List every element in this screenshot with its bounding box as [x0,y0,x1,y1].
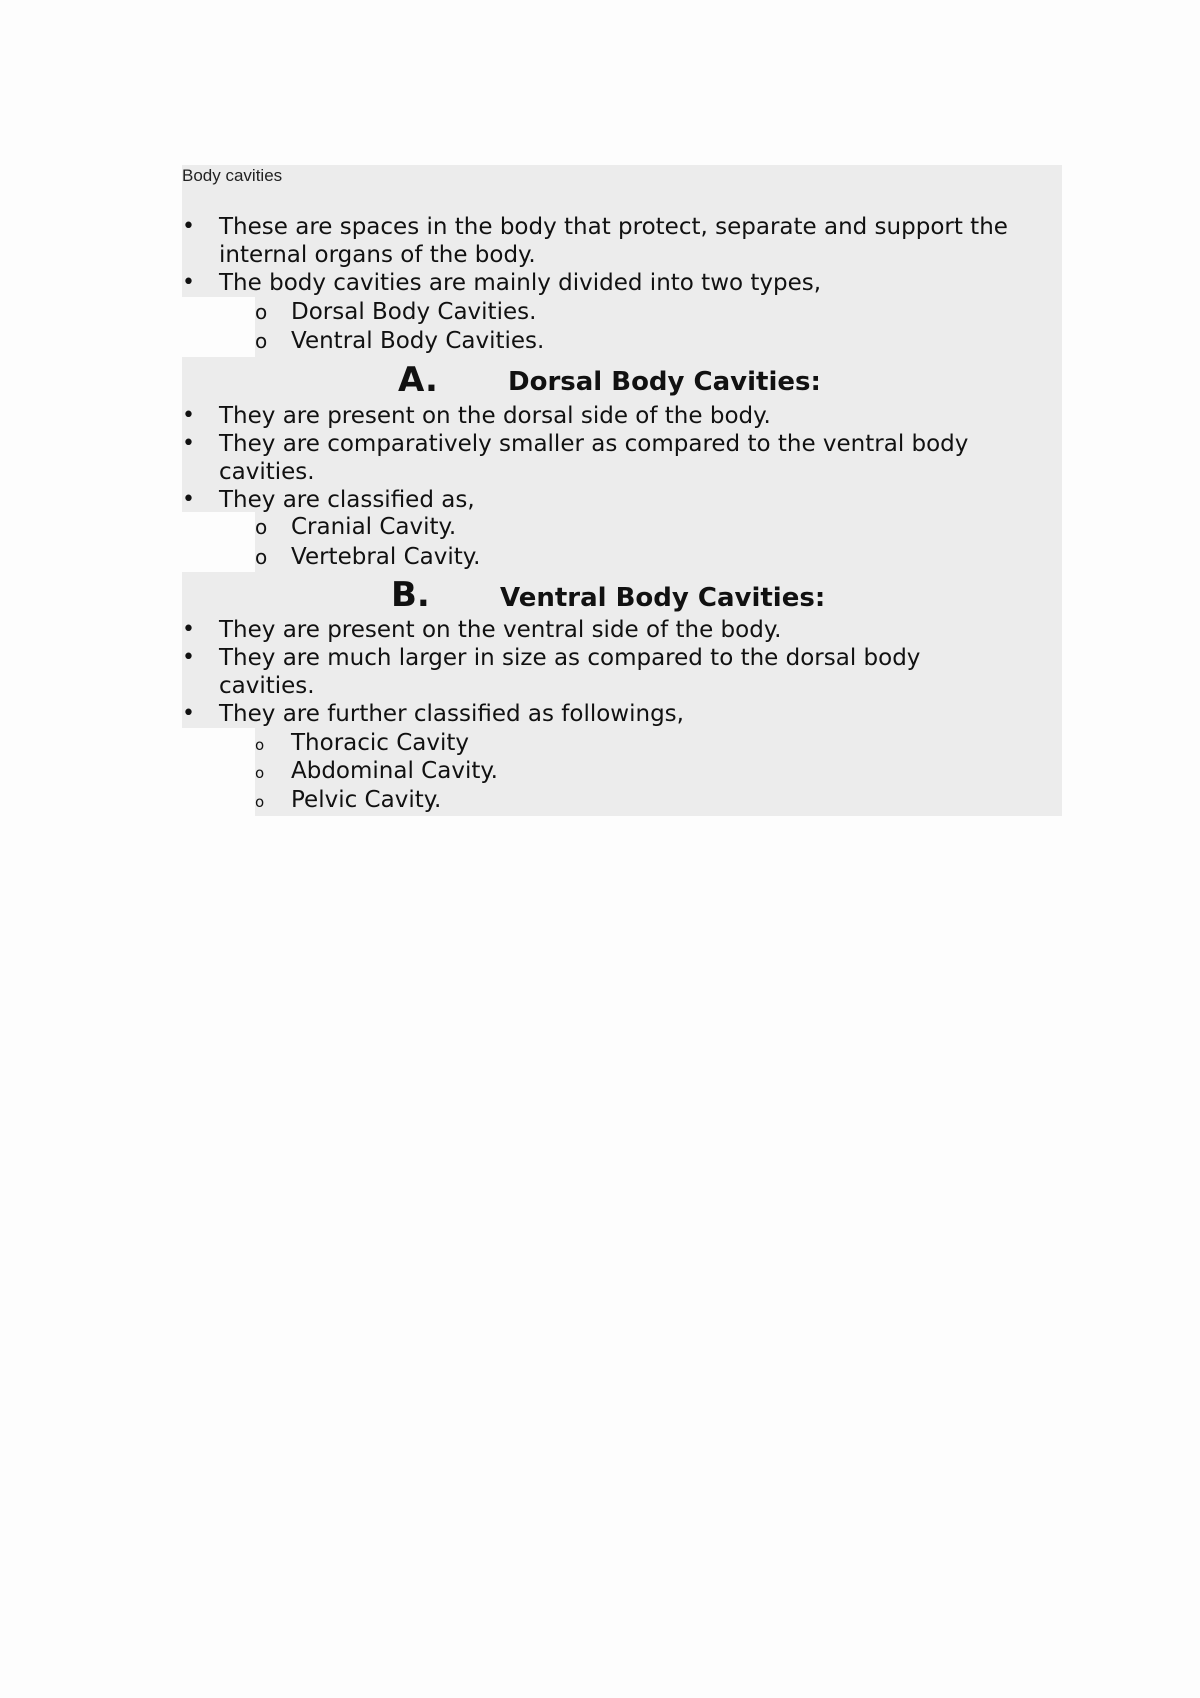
sub-bullet-marker: o [255,515,268,539]
sub-bullet-marker: o [255,329,268,353]
document-title: Body cavities [182,166,283,185]
section-a-heading: Dorsal Body Cavities: [508,367,821,397]
bullet-marker: • [182,214,195,239]
bullet-marker: • [182,701,195,726]
sub-list-item-text: Abdominal Cavity. [291,758,498,784]
sub-bullet-marker: o [255,545,268,569]
sub-list-item-text: Ventral Body Cavities. [291,328,545,354]
list-item-text: These are spaces in the body that protect, separate and support the internal organs of the body. [219,214,1008,268]
list-item [182,213,1062,269]
sub-list-item-text: Cranial Cavity. [291,514,457,540]
bullet-marker: • [182,617,195,642]
bullet-marker: • [182,645,195,670]
bullet-marker: • [182,431,195,456]
sub-list-item-text: Pelvic Cavity. [291,787,442,813]
sub-list-item-text: Vertebral Cavity. [291,544,481,570]
sub-bullet-marker: o [255,300,268,324]
list-item-text: They are much larger in size as compared to the dorsal body cavities. [219,645,921,699]
list-item-text: They are present on the dorsal side of the body. [219,403,771,429]
bullet-marker: • [182,487,195,512]
list-item [182,430,1062,486]
sub-bullet-marker: o [255,736,265,754]
section-b-letter: B. [391,575,430,615]
sub-list-item-text: Dorsal Body Cavities. [291,299,537,325]
section-b-heading: Ventral Body Cavities: [500,583,826,613]
list-item-text: They are present on the ventral side of the body. [219,617,782,643]
list-item [182,644,1062,700]
list-item-text: They are comparatively smaller as compared to the ventral body cavities. [219,431,969,485]
list-item-text: The body cavities are mainly divided into two types, [219,270,822,296]
sub-bullet-marker: o [255,764,265,782]
bullet-marker: • [182,403,195,428]
section-a-letter: A. [398,360,438,400]
sub-bullet-marker: o [255,793,265,811]
list-item-text: They are further classified as followings, [219,701,684,727]
bullet-marker: • [182,270,195,295]
list-item-text: They are classified as, [219,487,475,513]
sub-list-item-text: Thoracic Cavity [291,730,470,756]
